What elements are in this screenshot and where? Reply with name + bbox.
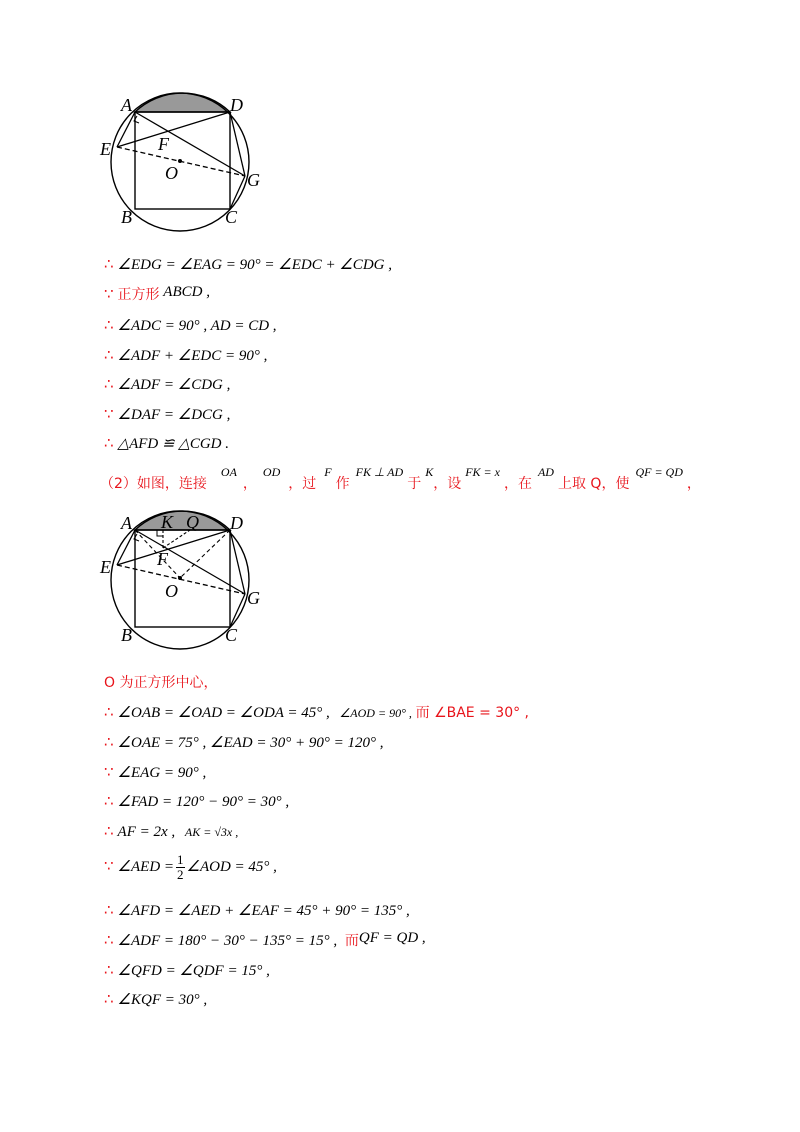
proof2-line-11: ∴ ∠KQF = 30° , [104, 990, 208, 1008]
proof2-line-4: ∵ ∠EAG = 90° , [104, 763, 207, 781]
proof2-line-7: ∵ ∠AED = $\frac{1}{2}$ ∠AOD = 45° , [104, 852, 277, 883]
therefore-symbol: ∴ [104, 434, 114, 452]
label-O: O [165, 581, 178, 601]
label-O: O [165, 163, 178, 183]
because-symbol: ∵ [104, 285, 114, 303]
part2-intro: （2）如图，连接$^{OA}$，$^{OD}$，过$^F$作$^{FK \perp AD}$于$^K$，设$^{FK = x}$，在$^{AD}$上取 Q，使$^{QF = QD}$， [100, 465, 701, 492]
proof2-line-10: ∴ ∠QFD = ∠QDF = 15° , [104, 961, 270, 979]
because-symbol: ∵ [104, 405, 114, 423]
proof2-line-1: O 为正方形中心， [104, 675, 218, 691]
proof-line-7: ∴ △AFD ≌ △CGD . [104, 434, 230, 452]
label-G: G [247, 170, 260, 190]
proof2-line-3: ∴ ∠OAE = 75° , ∠EAD = 30° + 90° = 120° , [104, 733, 384, 751]
proof2-line-8: ∴ ∠AFD = ∠AED + ∠EAF = 45° + 90° = 135° , [104, 901, 410, 919]
therefore-symbol: ∴ [104, 375, 114, 393]
proof-line-4: ∴ ∠ADF + ∠EDC = 90° , [104, 346, 268, 364]
label-D: D [230, 513, 243, 533]
geometry-diagram-2 [95, 510, 275, 650]
label-E: E [100, 139, 111, 159]
label-G: G [247, 588, 260, 608]
proof2-line-9: ∴ ∠ADF = 180° − 30° − 135° = 15° , 而QF = QD , [104, 930, 426, 949]
figure-2 [95, 510, 275, 650]
label-A: A [121, 95, 132, 115]
fraction-one-half: $\frac{1}{2}$ [177, 852, 184, 883]
therefore-symbol: ∴ [104, 316, 114, 334]
proof2-line-5: ∴ ∠FAD = 120° − 90° = 30° , [104, 792, 290, 810]
label-B: B [121, 207, 132, 227]
label-A: A [121, 513, 132, 533]
label-K: K [161, 512, 174, 532]
therefore-symbol: ∴ [104, 346, 114, 364]
proof2-line-2: ∴ ∠OAB = ∠OAD = ∠ODA = 45° , ∠AOD = 90° , 而 ∠BAE = 30° , [104, 703, 529, 721]
label-F: F [157, 549, 168, 569]
proof-line-1: ∴ ∠EDG = ∠EAG = 90° = ∠EDC + ∠CDG , [104, 255, 392, 273]
proof-line-5: ∴ ∠ADF = ∠CDG , [104, 375, 231, 393]
label-B: B [121, 625, 132, 645]
figure-1 [95, 92, 275, 232]
label-E: E [100, 557, 111, 577]
proof2-line-6: ∴ AF = 2x , AK = √3x , [104, 822, 239, 840]
label-Q: Q [186, 512, 199, 532]
proof-line-6: ∵ ∠DAF = ∠DCG , [104, 405, 231, 423]
label-C: C [225, 207, 238, 227]
label-F: F [158, 134, 169, 154]
proof-line-3: ∴ ∠ADC = 90° , AD = CD , [104, 316, 277, 334]
proof-line-2: ∵ 正方形 ABCD , [104, 284, 210, 303]
therefore-symbol: ∴ [104, 255, 114, 273]
geometry-diagram-1 [95, 92, 275, 232]
label-D: D [230, 95, 243, 115]
label-C: C [225, 625, 238, 645]
